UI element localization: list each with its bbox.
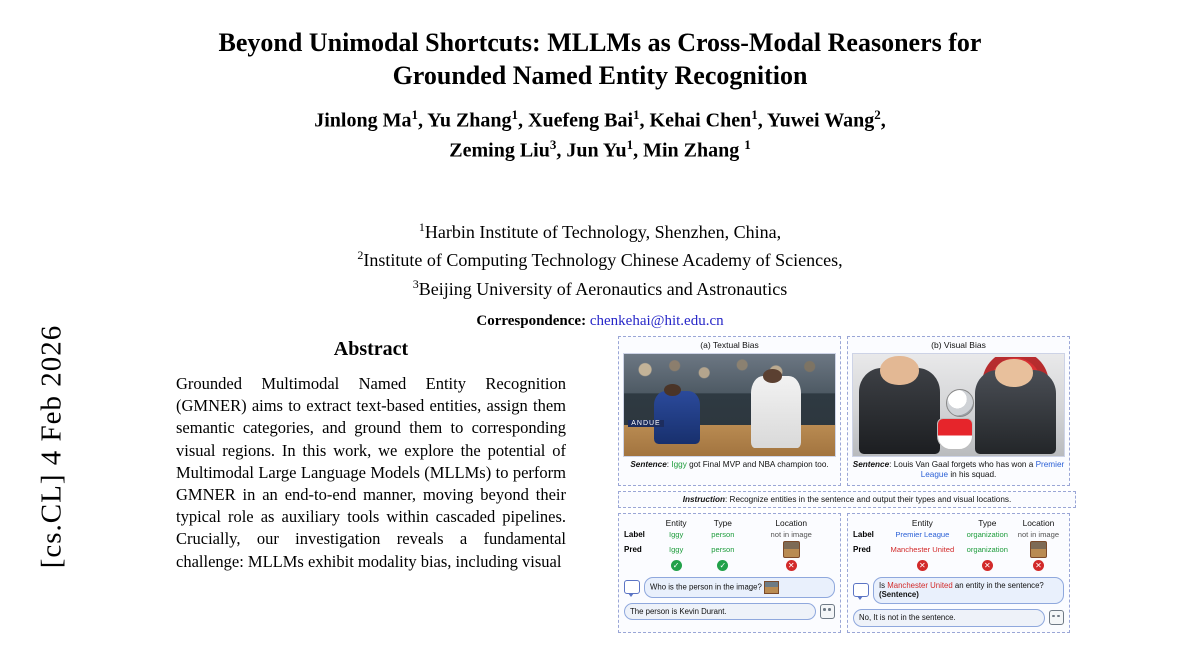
robot-icon bbox=[1049, 610, 1064, 625]
panel-b-answer-row bbox=[853, 609, 1064, 627]
header-type: Type bbox=[978, 517, 997, 528]
sentence-rest: got Final MVP and NBA champion too. bbox=[689, 460, 829, 469]
sentence-entity: Premier League bbox=[920, 460, 1065, 480]
photo-man-left-face bbox=[880, 356, 918, 385]
header-type: Type bbox=[713, 517, 732, 528]
photo-football bbox=[946, 389, 974, 417]
photo-player-blue-head bbox=[664, 384, 681, 396]
panel-b-photo bbox=[852, 353, 1065, 457]
panel-a-photo bbox=[623, 353, 836, 457]
user-chat-icon bbox=[624, 580, 640, 594]
table-header-row bbox=[624, 518, 835, 529]
location-crop-icon bbox=[1030, 541, 1047, 558]
abstract-heading: Abstract bbox=[333, 338, 409, 360]
panel-a-results bbox=[618, 513, 841, 633]
photo-man-left bbox=[859, 368, 939, 454]
row-label-gold: Label bbox=[853, 529, 874, 539]
pred-entity: Iggy bbox=[668, 544, 684, 554]
check-icon: ✓ bbox=[717, 560, 728, 571]
affiliation-3: $^3$Beijing University of Aeronautics and Astronautics bbox=[412, 276, 788, 299]
location-crop-icon bbox=[783, 541, 800, 558]
affiliation-list bbox=[140, 218, 1060, 303]
photo-banner-text: ANDUE bbox=[628, 420, 664, 427]
table-row bbox=[853, 540, 1064, 559]
author-list bbox=[140, 106, 1060, 165]
image-thumbnail-icon bbox=[764, 581, 779, 594]
photo-crowd bbox=[624, 354, 835, 393]
panel-b-sentence: Sentence: Louis Van Gaal forgets who has won a Premier League in his squad. bbox=[852, 460, 1065, 480]
table-verdict-row bbox=[853, 559, 1064, 572]
figure-1 bbox=[618, 336, 1076, 633]
pred-location-thumbnail bbox=[747, 540, 835, 559]
user-chat-icon bbox=[853, 583, 869, 597]
row-label-gold: Label bbox=[624, 529, 645, 539]
photo-player-blue bbox=[654, 391, 700, 444]
photo-man-right bbox=[975, 370, 1055, 454]
affiliation-2: $^2$Institute of Computing Technology Chinese Academy of Sciences, bbox=[357, 248, 843, 271]
table-row bbox=[624, 529, 835, 540]
check-icon: ✓ bbox=[671, 560, 682, 571]
photo-player-white-head bbox=[763, 369, 782, 382]
author-line-1: Jinlong Ma$^1$, Yu Zhang$^1$, Xuefeng Bai$^1$, Kehai Chen$^1$, Yuwei Wang$^2$, bbox=[314, 107, 886, 132]
gold-location: not in image bbox=[1017, 529, 1060, 539]
cross-icon: ✕ bbox=[982, 560, 993, 571]
abstract-text: Grounded Multimodal Named Entity Recognition (GMNER) aims to extract text-based entities, assign them semantic categories, and ground them to corresponding visual regions. In this work, we explore the potential of Multimodal Large Language Models (MLLMs) to perform GMNER in an end-to-end manner, moving beyond their typical role as auxiliary tools within cascaded pipelines. Crucially, our investigation reveals a fundamental challenge: MLLMs exhibit modality bias, including visual bbox=[176, 374, 566, 571]
table-corner bbox=[624, 518, 654, 529]
gold-location: not in image bbox=[770, 529, 812, 539]
figure-panel-a bbox=[618, 336, 841, 486]
panel-a-caption: (a) Textual Bias bbox=[700, 340, 759, 350]
panel-b-answer-bubble: No, It is not in the sentence. bbox=[853, 609, 1045, 627]
question-tag: (Sentence) bbox=[879, 590, 919, 600]
table-corner bbox=[853, 518, 883, 529]
table-row bbox=[853, 529, 1064, 540]
verdict-location bbox=[1013, 559, 1064, 572]
panel-b-table bbox=[853, 518, 1064, 572]
figure-bottom-row bbox=[618, 513, 1076, 633]
panel-b-question-row bbox=[853, 577, 1064, 604]
figure-instruction bbox=[618, 491, 1076, 508]
page-title bbox=[140, 26, 1060, 93]
figure-top-row bbox=[618, 336, 1076, 486]
instruction-label: Instruction bbox=[682, 494, 725, 504]
panel-b-question-bubble: Is Manchester United an entity in the sentence? (Sentence) bbox=[873, 577, 1064, 604]
gold-type: person bbox=[711, 529, 735, 539]
panel-a-question-bubble: Who is the person in the image? bbox=[644, 577, 835, 598]
photo-player-white bbox=[751, 376, 802, 447]
panel-b-caption: (b) Visual Bias bbox=[931, 340, 986, 350]
panel-a-question-row bbox=[624, 577, 835, 598]
panel-a-sentence: Sentence: Iggy got Final MVP and NBA champion too. bbox=[630, 460, 829, 469]
sentence-rest: in his squad. bbox=[950, 470, 997, 480]
verdict-spacer bbox=[624, 559, 654, 572]
instruction-text: : Recognize entities in the sentence and output their types and visual locations. bbox=[725, 494, 1012, 504]
correspondence-email-link[interactable]: chenkehai@hit.edu.cn bbox=[589, 313, 724, 329]
photo-saints-crest bbox=[937, 418, 973, 450]
verdict-type bbox=[962, 559, 1013, 572]
row-label-pred: Pred bbox=[853, 544, 871, 554]
robot-icon bbox=[820, 604, 835, 619]
photo-man-right-face bbox=[995, 359, 1033, 387]
table-header-row bbox=[853, 518, 1064, 529]
panel-a-answer-bubble: The person is Kevin Durant. bbox=[624, 603, 816, 621]
verdict-entity bbox=[883, 559, 962, 572]
verdict-type bbox=[698, 559, 747, 572]
pred-type: person bbox=[711, 544, 735, 554]
sentence-entity: Iggy bbox=[671, 460, 687, 469]
verdict-location bbox=[747, 559, 835, 572]
correspondence bbox=[140, 313, 1060, 330]
gold-entity: Iggy bbox=[668, 529, 684, 539]
cross-icon: ✕ bbox=[1033, 560, 1044, 571]
figure-panel-b bbox=[847, 336, 1070, 486]
pred-type: organization bbox=[966, 544, 1008, 554]
panel-a-answer-row bbox=[624, 603, 835, 621]
question-entity: Manchester United bbox=[887, 580, 953, 590]
arxiv-stamp: [cs.CL] 4 Feb 2026 bbox=[35, 324, 68, 569]
header-entity: Entity bbox=[911, 517, 933, 528]
title-line-1: Beyond Unimodal Shortcuts: MLLMs as Cross-Modal Reasoners for bbox=[218, 28, 982, 57]
table-verdict-row bbox=[624, 559, 835, 572]
header-entity: Entity bbox=[665, 517, 687, 528]
correspondence-label: Correspondence: bbox=[476, 313, 587, 329]
sentence-label: Sentence bbox=[630, 460, 667, 469]
table-row bbox=[624, 540, 835, 559]
gold-entity: Premier League bbox=[895, 529, 950, 539]
header-location: Location bbox=[1022, 517, 1055, 528]
panel-a-table bbox=[624, 518, 835, 572]
header-location: Location bbox=[775, 517, 808, 528]
panel-b-results bbox=[847, 513, 1070, 633]
pred-entity: Manchester United bbox=[890, 544, 955, 554]
pred-location-thumbnail bbox=[1013, 540, 1064, 559]
title-line-2: Grounded Named Entity Recognition bbox=[392, 61, 808, 91]
affiliation-1: $^1$Harbin Institute of Technology, Shenzhen, China, bbox=[418, 220, 782, 242]
gold-type: organization bbox=[966, 529, 1008, 539]
cross-icon: ✕ bbox=[917, 560, 928, 571]
cross-icon: ✕ bbox=[786, 560, 797, 571]
verdict-spacer bbox=[853, 559, 883, 572]
sentence-label: Sentence bbox=[852, 460, 890, 469]
author-line-2: Zeming Liu$^3$, Jun Yu$^1$, Min Zhang $^1$ bbox=[449, 136, 751, 162]
row-label-pred: Pred bbox=[624, 544, 642, 554]
verdict-entity bbox=[654, 559, 698, 572]
